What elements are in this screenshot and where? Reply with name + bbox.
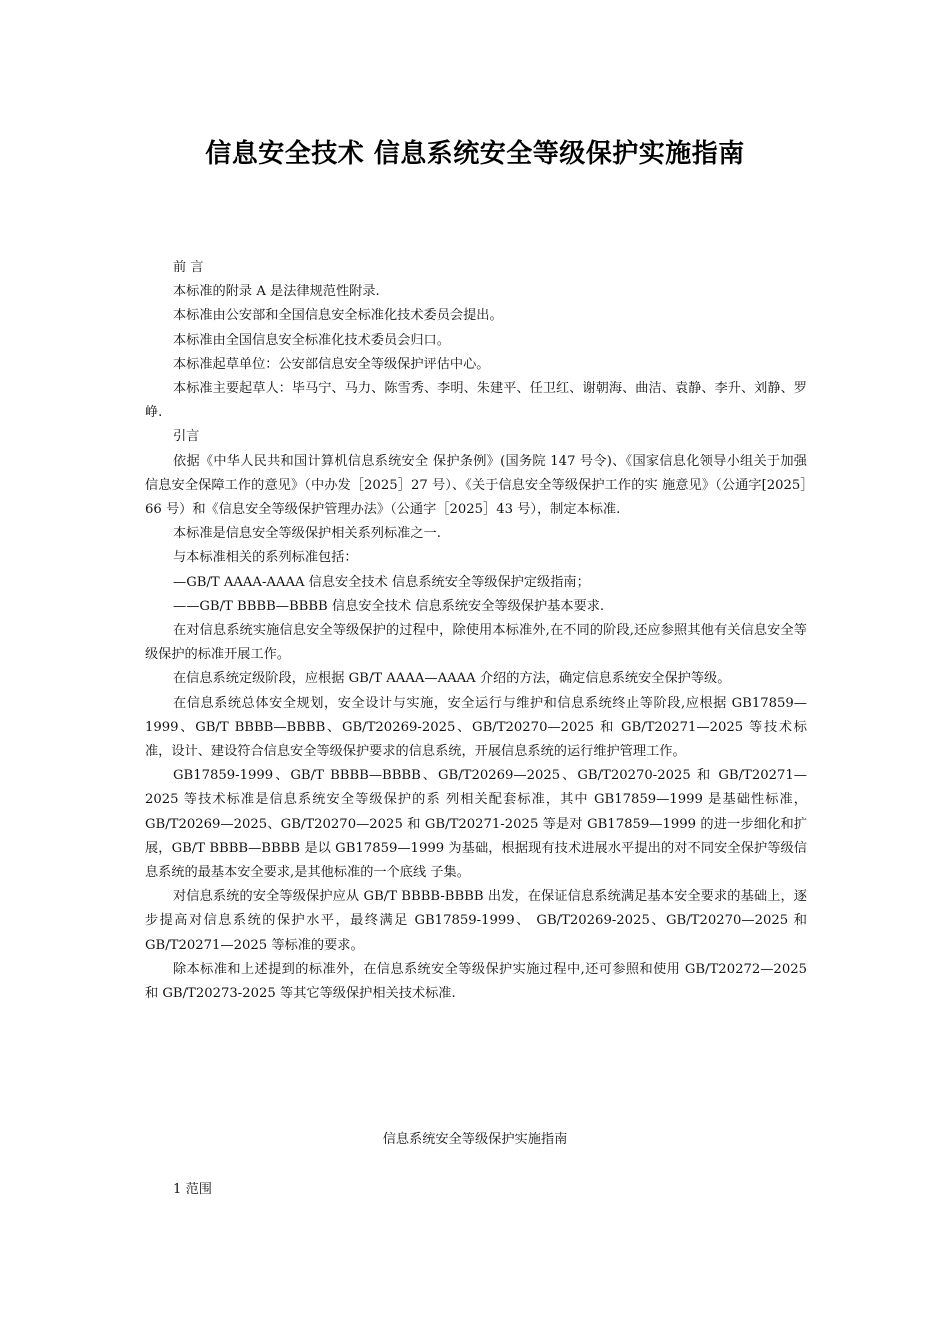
- paragraph: 除本标准和上述提到的标准外，在信息系统安全等级保护实施过程中,还可参照和使用 GB/T20272—2025 和 GB/T20273-2025 等其它等级保护相关技术标准.: [145, 961, 807, 1002]
- paragraph: 本标准由公安部和全国信息安全标准化技术委员会提出。: [173, 308, 503, 324]
- list-item: —GB/T AAAA-AAAA 信息安全技术 信息系统安全等级保护定级指南；: [173, 574, 590, 590]
- paragraph: GB17859-1999、GB/T BBBB—BBBB、GB/T20269—2025、GB/T20270-2025 和 GB/T20271—2025 等技术标准是信息系统安全等级保护的系 列相关配套标准，其中 GB17859—1999 是基础性标准，GB/T20269—2025、GB/T20270—2025 和 GB/T20271-2025 等是对 GB17859—1999 的进一步细化和扩展，GB/T BBBB—BBBB 是以 GB17859—1999 为基础，根据现有技术进展水平提出的对不同安全保护等级信息系统的最基本安全要求,是其他标准的一个底线 子集。: [145, 768, 807, 881]
- section-subtitle: 信息系统安全等级保护实施指南: [382, 1132, 568, 1147]
- paragraph: 本标准的附录 A 是法律规范性附录.: [173, 284, 380, 300]
- paragraph: 在信息系统总体安全规划，安全设计与实施，安全运行与维护和信息系统终止等阶段,应根据 GB17859—1999、GB/T BBBB—BBBB、GB/T20269-2025、GB/T20270—2025 和 GB/T20271—2025 等技术标准，设计、建设符合信息安全等级保护要求的信息系统，开展信息系统的运行维护管理工作。: [145, 695, 807, 760]
- document-body: [145, 256, 807, 1006]
- paragraph: 依据《中华人民共和国计算机信息系统安全 保护条例》(国务院 147 号令)、《国家信息化领导小组关于加强信息安全保障工作的意见》（中办发［2025］27 号）、《关于信息安全等级保护工作的实 施意见》（公通字[2025］66 号）和《信息安全等级保护管理办法》（公通字［2025］43 号），制定本标准.: [145, 453, 807, 518]
- section-heading: 1 范围: [173, 1182, 212, 1197]
- document-title: 信息安全技术 信息系统安全等级保护实施指南: [205, 139, 745, 169]
- paragraph: 与本标准相关的系列标准包括：: [173, 550, 358, 566]
- introduction-heading: 引言: [173, 429, 200, 445]
- paragraph: 本标准起草单位：公安部信息安全等级保护评估中心。: [173, 356, 490, 372]
- paragraph: 本标准主要起草人：毕马宁、马力、陈雪秀、李明、朱建平、任卫红、谢朝海、曲洁、袁静、李升、刘静、罗峥.: [145, 381, 807, 421]
- paragraph: 对信息系统的安全等级保护应从 GB/T BBBB-BBBB 出发，在保证信息系统满足基本安全要求的基础上，逐步提高对信息系统的保护水平，最终满足 GB17859-1999、 GB/T20269-2025、GB/T20270—2025 和 GB/T20271—2025 等标准的要求。: [145, 889, 807, 953]
- paragraph: 本标准由全国信息安全标准化技术委员会归口。: [173, 332, 450, 348]
- paragraph: 在信息系统定级阶段，应根据 GB/T AAAA—AAAA 介绍的方法，确定信息系统安全保护等级。: [173, 671, 731, 687]
- paragraph: 在对信息系统实施信息安全等级保护的过程中，除使用本标准外,在不同的阶段,还应参照其他有关信息安全等级保护的标准开展工作。: [145, 623, 807, 663]
- foreword-heading: 前 言: [173, 260, 204, 275]
- paragraph: 本标准是信息安全等级保护相关系列标准之一.: [173, 526, 441, 542]
- list-item: ——GB/T BBBB—BBBB 信息安全技术 信息系统安全等级保护基本要求.: [173, 598, 605, 614]
